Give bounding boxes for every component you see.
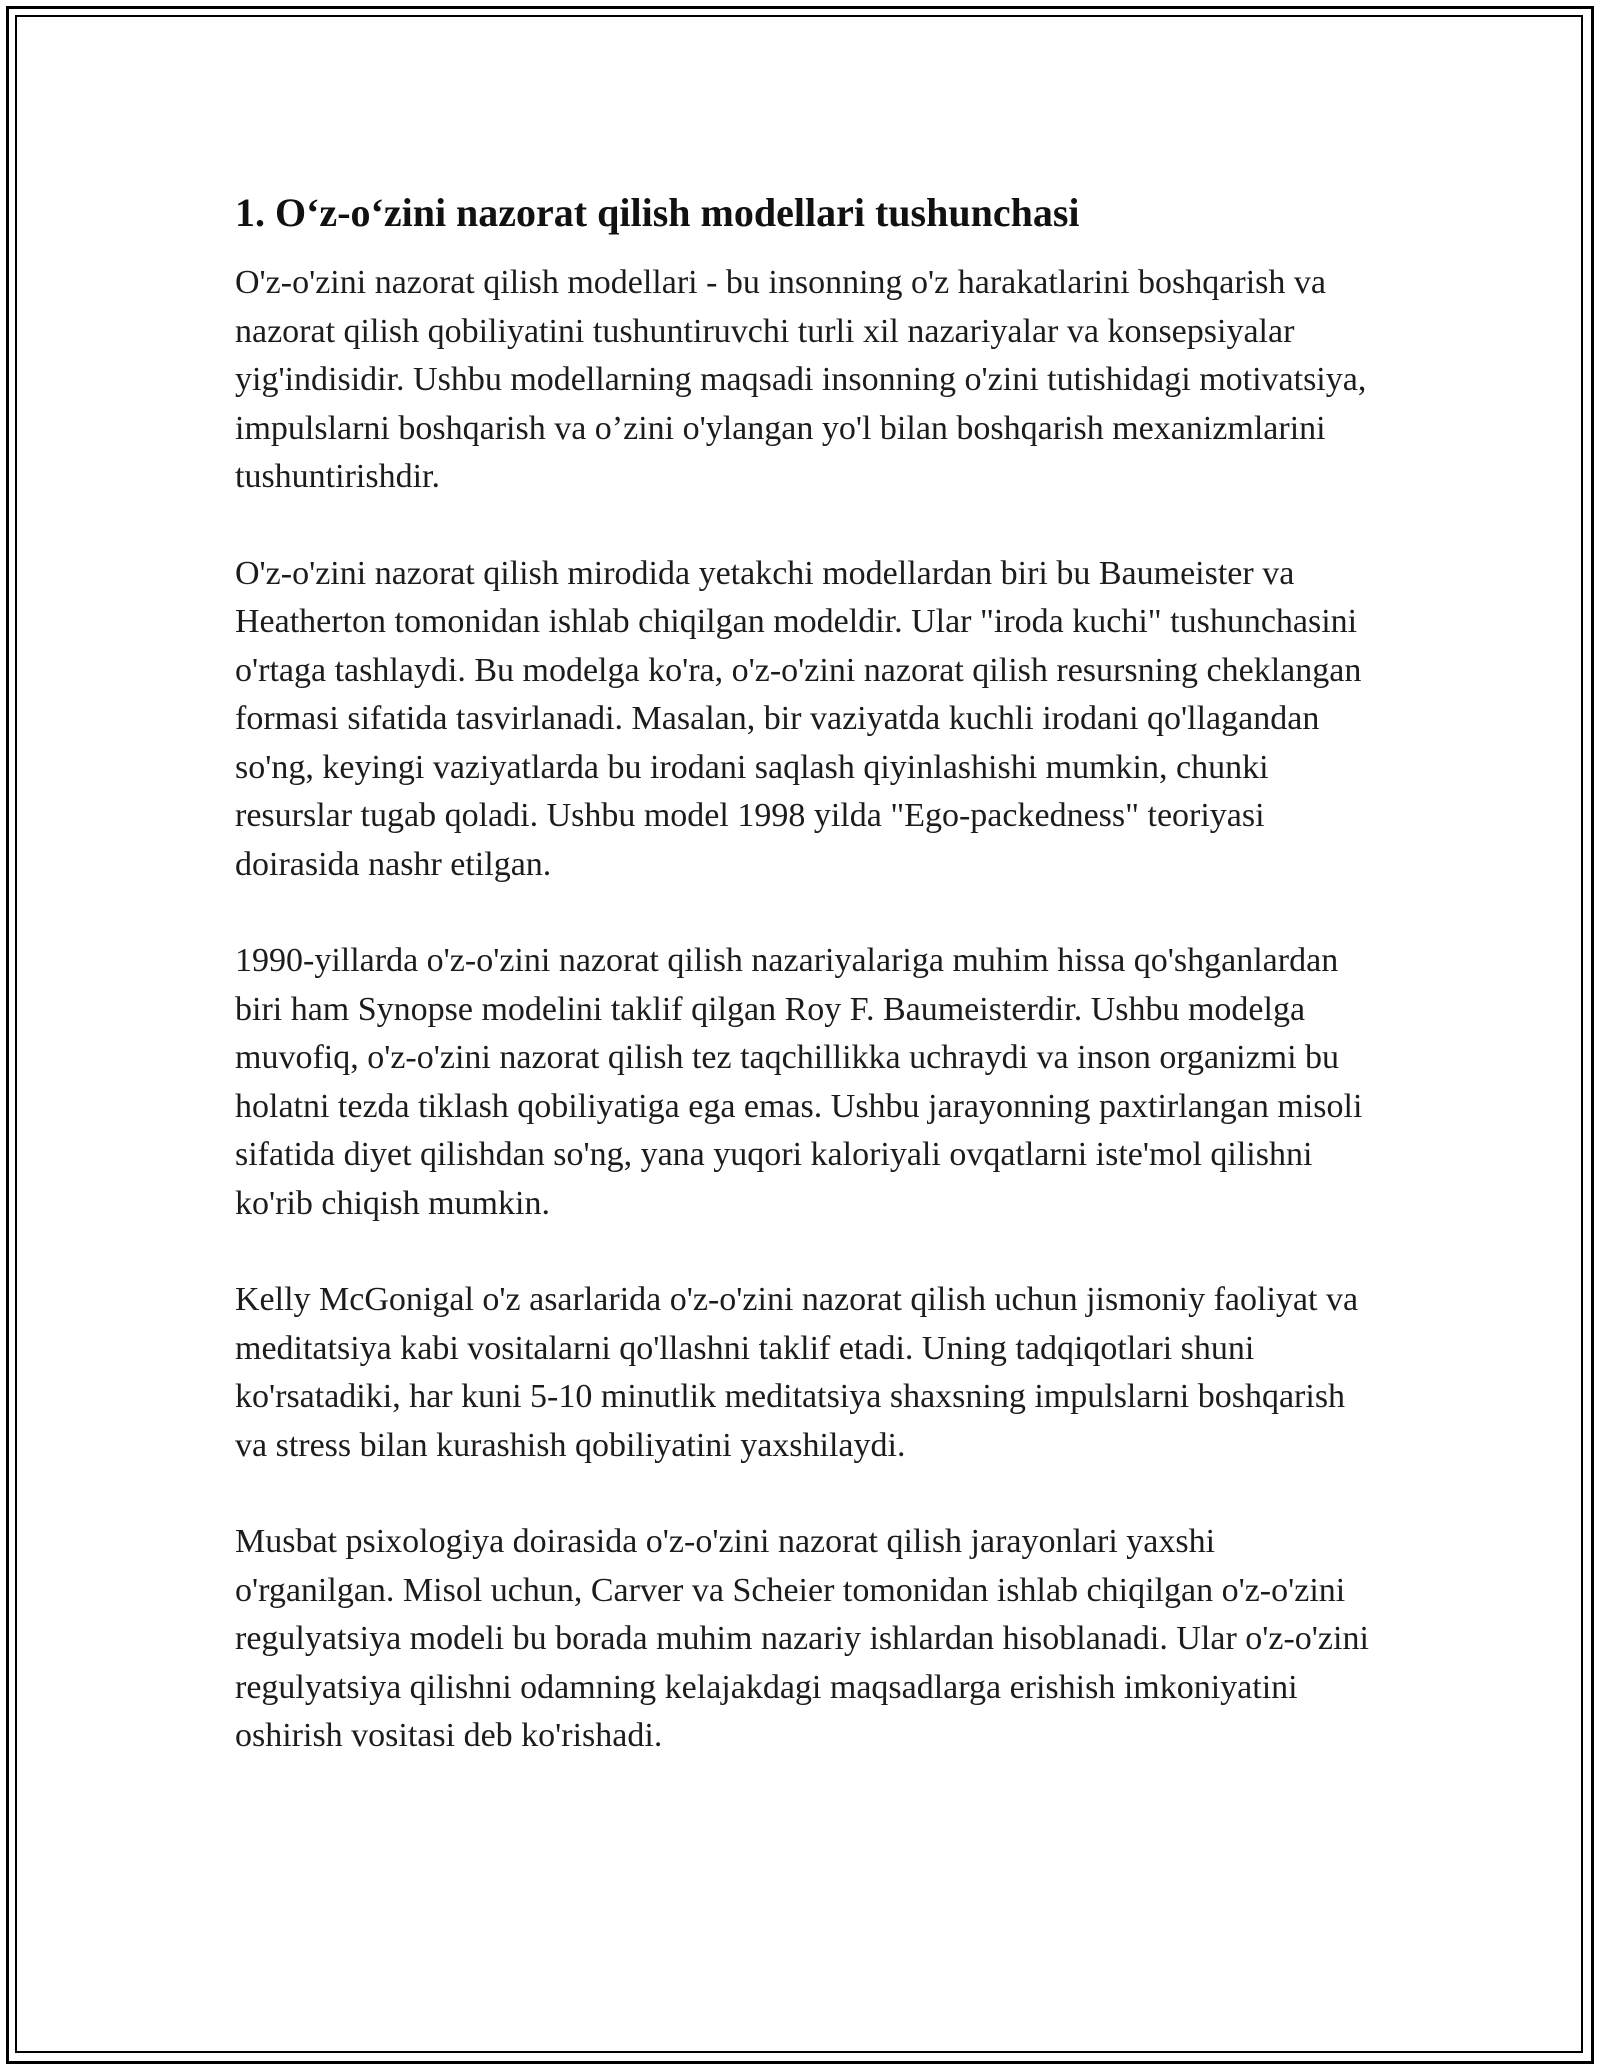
paragraph-mcgonigal: Kelly McGonigal o'z asarlarida o'z-o'zini nazorat qilish uchun jismoniy faoliyat va meditatsiya kabi vositalarni qo'llashni taklif etadi. Uning tadqiqotlari shuni ko'rsatadiki, har kuni 5-10 minutlik meditatsiya shaxsning impulslarni boshqarish va stress bilan kurashish qobiliyatini yaxshilaydi. bbox=[235, 1281, 1359, 1464]
section-heading: 1. O‘z-o‘zini nazorat qilish modellari tushunchasi bbox=[235, 190, 1080, 235]
paragraph-baumeister-heatherton: O'z-o'zini nazorat qilish mirodida yetakchi modellardan biri bu Baumeister va Heatherton tomonidan ishlab chiqilgan modeldir. Ular "iroda kuchi" tushunchasini o'rtaga tashlaydi. Bu modelga ko'ra, o'z-o'zini nazorat qilish resursning cheklangan formasi sifatida tasvirlanadi. Masalan, bir vaziyatda kuchli irodani qo'llagandan so'ng, keyingi vaziyatlarda bu irodani saqlash qiyinlashishi mumkin, chunki resurslar tugab qoladi. Ushbu model 1998 yilda "Ego-packedness" teoriyasi doirasida nashr etilgan. bbox=[235, 554, 1362, 883]
paragraph-carver-scheier: Musbat psixologiya doirasida o'z-o'zini nazorat qilish jarayonlari yaxshi o'rganilgan. Misol uchun, Carver va Scheier tomonidan ishlab chiqilgan o'z-o'zini regulyatsiya modeli bu borada muhim nazariy ishlardan hisoblanadi. Ular o'z-o'zini regulyatsiya qilishni odamning kelajakdagi maqsadlarga erishish imkoniyatini oshirish vositasi deb ko'rishadi. bbox=[235, 1523, 1369, 1754]
paragraph-definition: O'z-o'zini nazorat qilish modellari - bu insonning o'z harakatlarini boshqarish va nazorat qilish qobiliyatini tushuntiruvchi turli xil nazariyalar va konsepsiyalar yig'indisidir. Ushbu modellarning maqsadi insonning o'zini tutishidagi motivatsiya, impulslarni boshqarish va o’zini o'ylangan yo'l bilan boshqarish mexanizmlarini tushuntirishdir. bbox=[235, 264, 1367, 495]
document-body bbox=[235, 185, 1375, 1809]
paragraph-synopse-model: 1990-yillarda o'z-o'zini nazorat qilish nazariyalariga muhim hissa qo'shganlardan biri ham Synopse modelini taklif qilgan Roy F. Baumeisterdir. Ushbu modelga muvofiq, o'z-o'zini nazorat qilish tez taqchillikka uchraydi va inson organizmi bu holatni tezda tiklash qobiliyatiga ega emas. Ushbu jarayonning paxtirlangan misoli sifatida diyet qilishdan so'ng, yana yuqori kaloriyali ovqatlarni iste'mol qilishni ko'rib chiqish mumkin. bbox=[235, 942, 1363, 1222]
